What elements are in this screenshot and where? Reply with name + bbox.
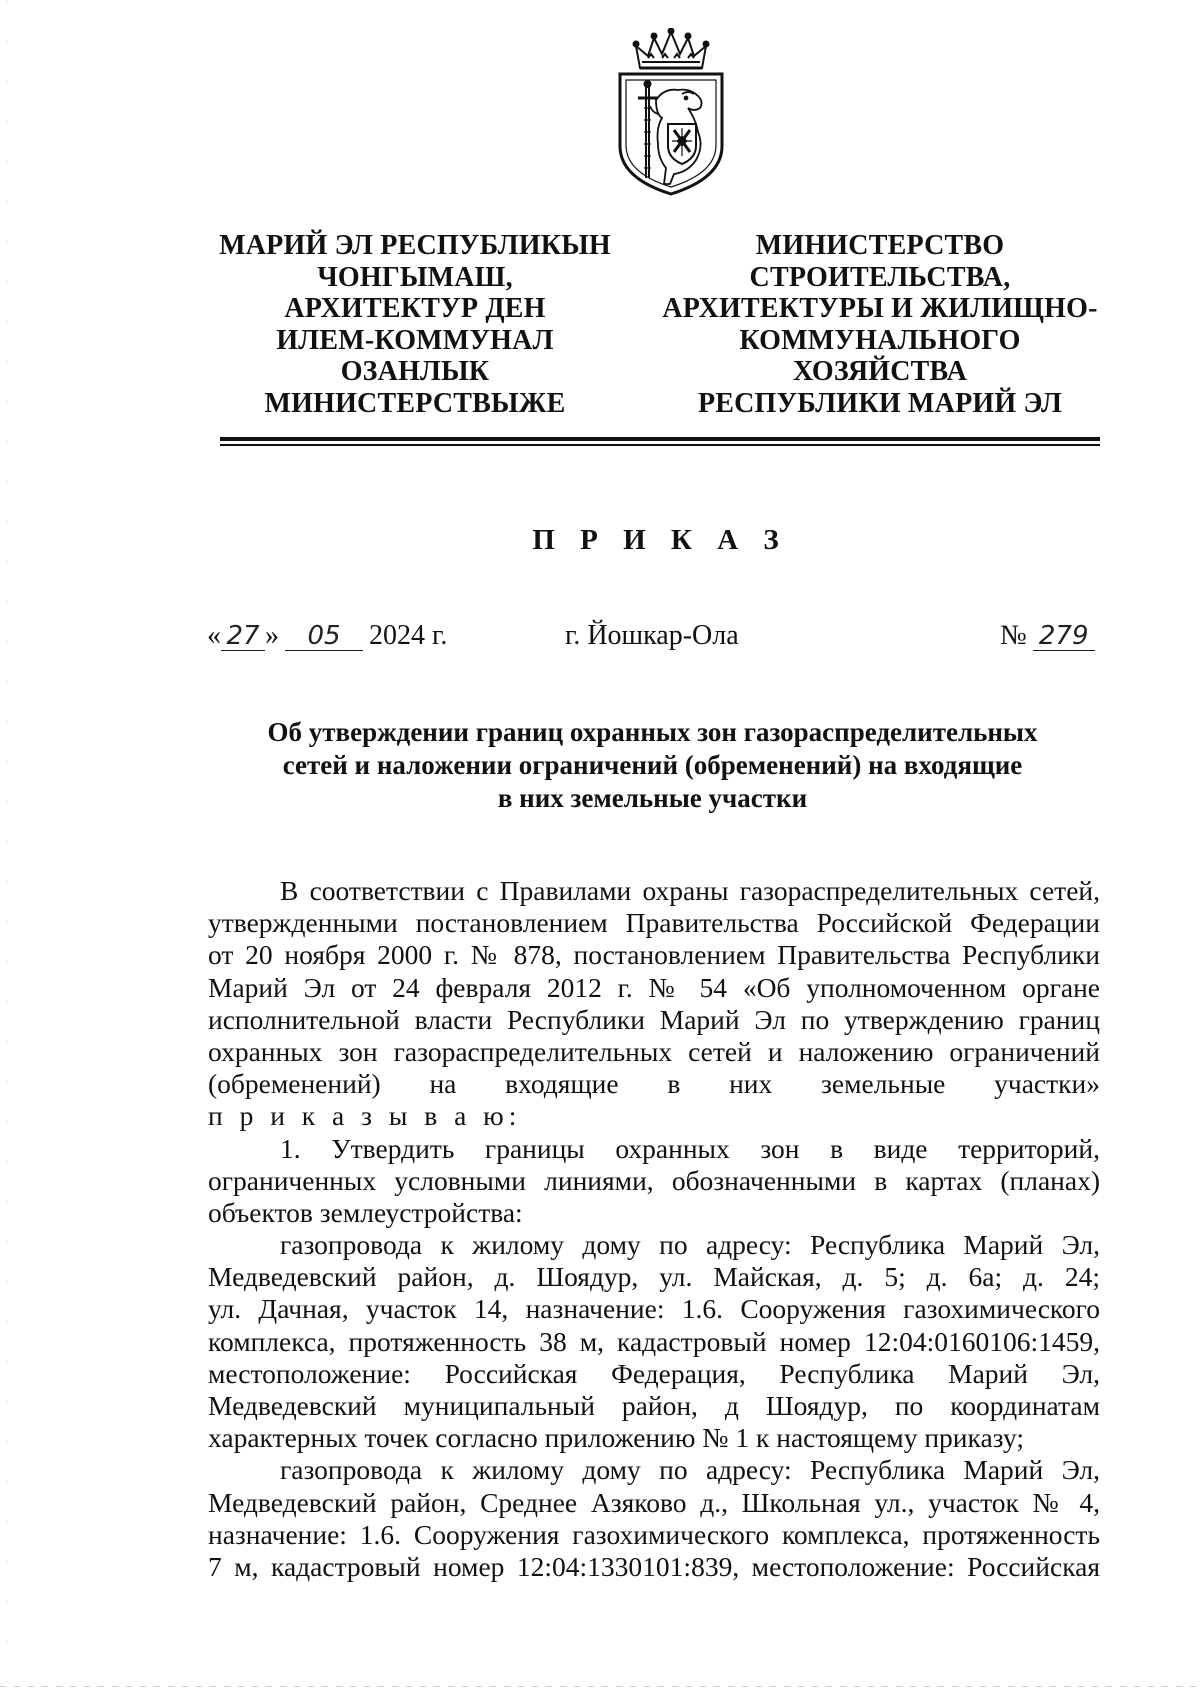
body-line: 7 м, кадастровый номер 12:04:1330101:839, местоположение: Российская [208, 1550, 1100, 1582]
subject-line: сетей и наложении ограничений (обременений) на входящие [282, 750, 1023, 780]
body-line: от 20 ноября 2000 г. № 878, постановлением Правительства Республики [208, 939, 1100, 971]
body-line: охранных зон газораспределительных сетей и наложению ограничений [208, 1035, 1100, 1067]
date-year: 2024 г. [369, 620, 448, 651]
header-divider-thin [220, 444, 1100, 446]
order-date [207, 618, 447, 654]
order-number-handwritten: 279 [1033, 622, 1095, 651]
header-right-line: СТРОИТЕЛЬСТВА, [749, 261, 1011, 293]
header-left-line: АРХИТЕКТУР ДЕН [284, 293, 546, 324]
body-line: комплекса, протяженность 38 м, кадастровый номер 12:04:0160106:1459, [208, 1325, 1100, 1357]
body-line: (обременений) на входящие в них земельные участки» [208, 1068, 1100, 1100]
header-left-line: ИЛЕМ-КОММУНАЛ [276, 324, 554, 356]
body-line: Медведевский муниципальный район, д Шоядур, по координатам [208, 1390, 1100, 1421]
order-number-prefix: № [1000, 620, 1027, 651]
subject-line: Об утверждении границ охранных зон газораспределительных [267, 717, 1038, 747]
date-day-handwritten: 27 [221, 622, 265, 651]
header-right-line: РЕСПУБЛИКИ МАРИЙ ЭЛ [697, 387, 1063, 419]
body-line: Марий Эл от 24 февраля 2012 г. № 54 «Об уполномоченном органе [208, 971, 1100, 1003]
body-line: ограниченных условными линиями, обозначенными в картах (планах) [208, 1164, 1100, 1196]
header-right-line: МИНИСТЕРСТВО [755, 230, 1005, 261]
header-right-line: ХОЗЯЙСТВА [792, 356, 968, 387]
body-line: ул. Дачная, участок 14, назначение: 1.6. Сооружения газохимического [208, 1293, 1100, 1325]
body-line: газопровода к жилому дому по адресу: Республика Марий Эл, [280, 1229, 1100, 1261]
order-body [208, 875, 1100, 1583]
date-close-quote: » [265, 620, 279, 651]
scan-edge-artifact [6, 0, 7, 1694]
order-number [1000, 618, 1095, 654]
body-line: характерных точек согласно приложению № 1 к настоящему приказу; [208, 1422, 1024, 1454]
document-type-title: П Р И К А З [532, 524, 788, 556]
body-line: утвержденными постановлением Правительства Российской Федерации [208, 907, 1100, 939]
body-line: исполнительной власти Республики Марий Эл по утверждению границ [208, 1003, 1100, 1035]
header-left-line: МАРИЙ ЭЛ РЕСПУБЛИКЫН [219, 230, 611, 261]
order-verb-line: п р и к а з ы в а ю: [208, 1100, 522, 1132]
date-open-quote: « [207, 620, 221, 651]
body-line: Медведевский район, Среднее Азяково д., Школьная ул., участок № 4, [208, 1486, 1100, 1518]
header-left-line: ЧОНГЫМАШ, [317, 261, 513, 293]
scan-bottom-artifact [0, 1686, 1200, 1687]
subject-line: в них земельные участки [497, 783, 808, 813]
body-line: В соответствии с Правилами охраны газораспределительных сетей, [280, 875, 1100, 906]
date-month-handwritten: 05 [285, 622, 363, 651]
body-line: 1. Утвердить границы охранных зон в виде территорий, [280, 1132, 1100, 1164]
header-left-line: МИНИСТЕРСТВЫЖЕ [264, 387, 566, 419]
body-line: газопровода к жилому дому по адресу: Республика Марий Эл, [280, 1454, 1100, 1486]
body-line: местоположение: Российская Федерация, Республика Марий Эл, [208, 1357, 1100, 1389]
header-mari-ministry [205, 230, 625, 419]
header-divider-thick [220, 437, 1100, 441]
body-line: объектов землеустройства: [208, 1196, 523, 1228]
body-line: Медведевский район, д. Шоядур, ул. Майская, д. 5; д. 6а; д. 24; [208, 1261, 1100, 1293]
header-right-line: КОММУНАЛЬНОГО [739, 324, 1021, 356]
order-city: г. Йошкар-Ола [565, 620, 739, 651]
order-subject [205, 716, 1100, 815]
coat-of-arms-icon [612, 28, 730, 200]
header-right-line: АРХИТЕКТУРЫ И ЖИЛИЩНО- [662, 293, 1098, 324]
header-left-line: ОЗАНЛЫК [340, 356, 490, 387]
header-russian-ministry [660, 230, 1100, 419]
body-line: назначение: 1.6. Сооружения газохимического комплекса, протяженность [208, 1518, 1100, 1550]
